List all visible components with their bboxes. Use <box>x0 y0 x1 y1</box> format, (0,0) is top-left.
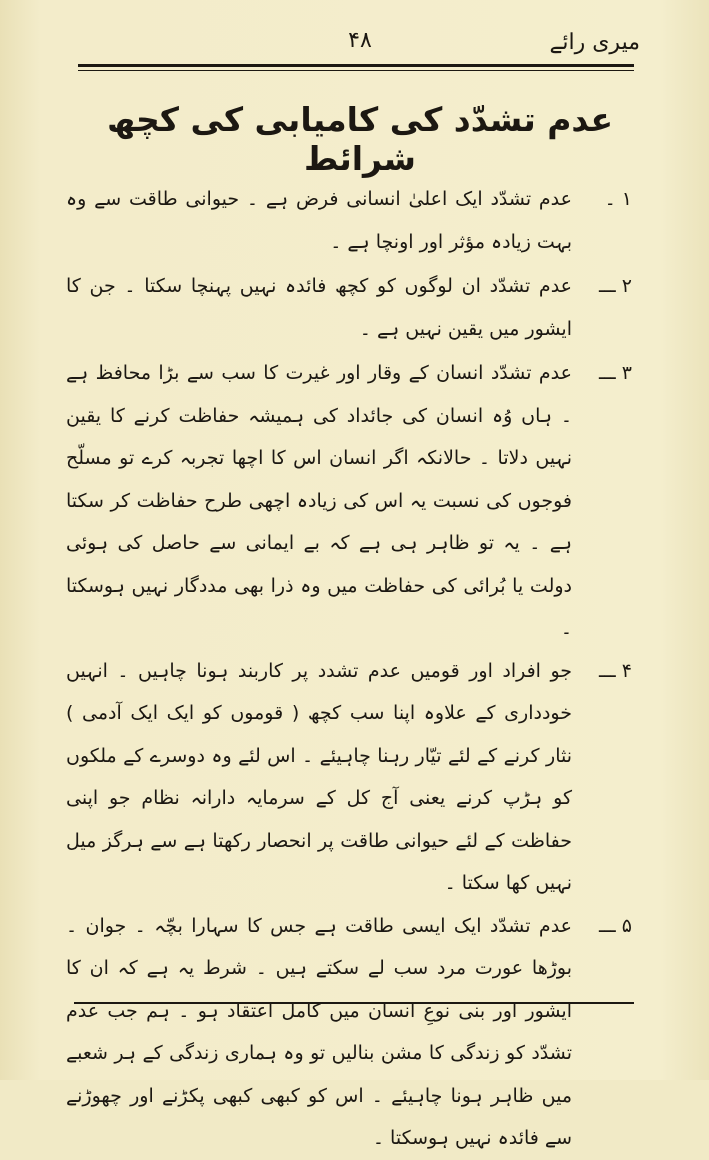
point-number: ۳ ـــ <box>599 362 632 384</box>
point-text: جو افراد اور قومیں عدم تشدد پر کاربند ہونا چاہیں ۔ انہیں خودداری کے علاوہ اپنا سب کچھ ( قوموں کو ایک ایک آدمی ) نثار کرنے کے لئے تیّار رہنا چاہیئے ۔ اس لئے وہ دوسرے کے ملکوں کو ہڑپ کرنے یعنی آج کل کے سرمایہ دارانہ نظام جو اپنی حفاظت کے لئے حیوانی طاقت پر انحصار رکھتا ہے سے ہرگز میل نہیں کھا سکتا ۔ <box>66 659 572 894</box>
numbered-points <box>66 178 632 1160</box>
point-1 <box>66 178 632 263</box>
point-text: عدم تشدّد ایک اعلیٰ انسانی فرض ہے ۔ حیوانی طاقت سے وہ بہت زیادہ مؤثر اور اونچا ہے ۔ <box>66 188 572 253</box>
point-4 <box>66 650 632 905</box>
point-number: ۵ ـــ <box>599 914 632 937</box>
point-number: ۲ ـــ <box>599 275 632 297</box>
point-number: ۱ ۔ <box>604 188 632 210</box>
page-header <box>80 24 640 64</box>
running-title: میری رائے <box>549 30 640 55</box>
point-2 <box>66 265 632 350</box>
point-number: ۴ ـــ <box>599 659 632 682</box>
footer-rule <box>74 1002 634 1004</box>
page-number: ۴۸ <box>348 28 372 53</box>
header-double-rule <box>78 64 634 71</box>
point-text: عدم تشدّد انسان کے وقار اور غیرت کا سب سے بڑا محافظ ہے ۔ ہاں وُہ انسان کی جائداد کی ہمیشہ حفاظت کرنے کا یقین نہیں دلاتا ۔ حالانکہ اگر انسان اس کا اچھا تجربہ کرے تو مسلّح فوجوں کی نسبت یہ اس کی زیادہ اچھی طرح حفاظت کر سکتا ہے ۔ یہ تو ظاہر ہی ہے کہ بے ایمانی سے حاصل کی ہوئی دولت یا بُرائی کی حفاظت میں وہ ذرا بھی مددگار نہیں ہوسکتا ۔ <box>66 362 572 639</box>
chapter-heading: عدم تشدّد کی کامیابی کی کچھ شرائط <box>106 100 614 178</box>
point-text: عدم تشدّد ایک ایسی طاقت ہے جس کا سہارا بچّہ ۔ جوان ۔ بوڑھا عورت مرد سب لے سکتے ہیں ۔ شرط یہ ہے کہ ان کا ایشور اور بنی نوعِ انسان میں کامل اعتقاد ہو ۔ ہم جب عدم تشدّد کو زندگی کا مشن بنالیں تو وہ ہماری زندگی کے ہر شعبے میں ظاہر ہونا چاہیئے ۔ اس کو کبھی کبھی پکڑنے اور چھوڑنے سے فائدہ نہیں ہوسکتا ۔ <box>66 914 572 1149</box>
point-5 <box>66 905 632 1160</box>
point-text: عدم تشدّد ان لوگوں کو کچھ فائدہ نہیں پہنچا سکتا ۔ جن کا ایشور میں یقین نہیں ہے ۔ <box>66 275 572 340</box>
point-3 <box>66 352 632 650</box>
